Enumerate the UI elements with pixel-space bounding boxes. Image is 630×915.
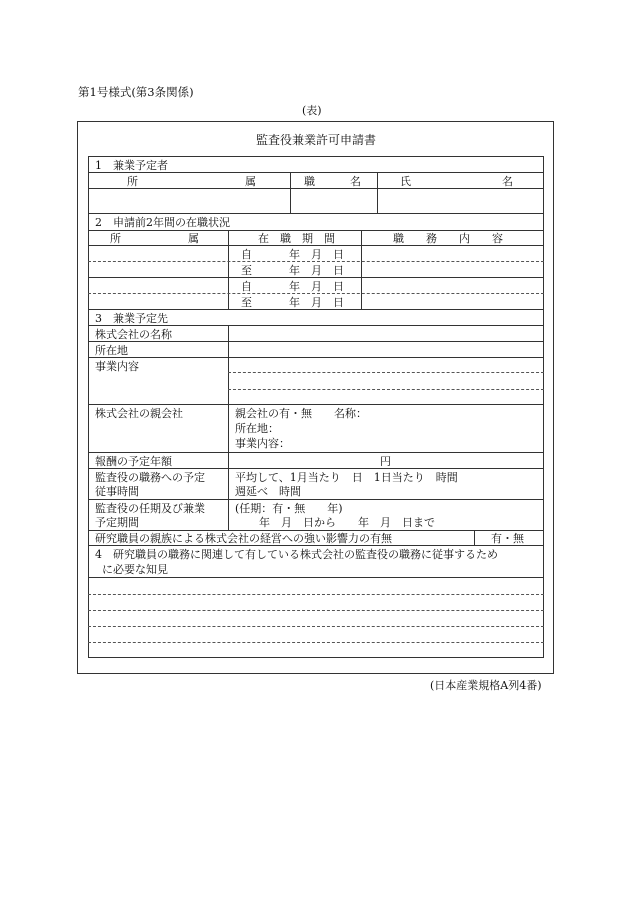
sec1-col-shozoku-2: 属: [245, 175, 256, 188]
sec1-heading: 1 兼業予定者: [95, 159, 168, 172]
document-title: 監査役兼業許可申請書: [256, 133, 377, 147]
salary-unit: 円: [380, 455, 391, 468]
term-label-2: 予定期間: [95, 516, 139, 529]
term-label-1: 監査役の任期及び兼業: [95, 502, 205, 515]
sec1-col-shozoku-1: 所: [127, 175, 138, 188]
sec1-col-shokumei-1: 職: [304, 175, 315, 188]
form-number: 第1号様式(第3条関係): [78, 85, 194, 99]
company-name-label: 株式会社の名称: [95, 328, 172, 341]
sec2-row2-prefix: 至: [241, 264, 252, 277]
sec2-row2-date: 年 月 日: [289, 264, 344, 277]
sec2-col-naiyou: 職 務 内 容: [393, 232, 503, 245]
parent-label: 株式会社の親会社: [95, 407, 183, 420]
business-label: 事業内容: [95, 360, 139, 373]
side-label: (表): [302, 104, 322, 117]
sec2-row3-prefix: 自: [241, 280, 252, 293]
salary-label: 報酬の予定年額: [95, 455, 172, 468]
sec2-row4-prefix: 至: [241, 296, 252, 309]
sec1-col-shimei-2: 名: [502, 175, 513, 188]
influence-value: 有・無: [491, 532, 524, 545]
sec3-heading: 3 兼業予定先: [95, 312, 168, 325]
paper-size-note: (日本産業規格A列4番): [430, 679, 542, 692]
term-line2: 年 月 日から 年 月 日まで: [259, 516, 435, 529]
sec2-row1-date: 年 月 日: [289, 248, 344, 261]
sec2-row1-prefix: 自: [241, 248, 252, 261]
sec2-col-kikan: 在 職 期 間: [258, 232, 335, 245]
term-line1: (任期：有・無 年): [235, 502, 343, 515]
parent-line2: 所在地：: [235, 422, 279, 435]
hours-line1: 平均して、1月当たり 日 1日当たり 時間: [235, 471, 458, 484]
sec4-heading-2: に必要な知見: [102, 563, 168, 576]
sec4-heading-1: 4 研究職員の職務に関連して有している株式会社の監査役の職務に従事するため: [95, 548, 498, 561]
influence-label: 研究職員の親族による株式会社の経営への強い影響力の有無: [95, 532, 392, 545]
sec2-row4-date: 年 月 日: [289, 296, 344, 309]
location-label: 所在地: [95, 344, 128, 357]
sec2-heading: 2 申請前2年間の在職状況: [95, 216, 230, 229]
sec2-col-shozoku-1: 所: [110, 232, 121, 245]
hours-label-1: 監査役の職務への予定: [95, 471, 205, 484]
parent-line3: 事業内容：: [235, 437, 290, 450]
hours-label-2: 従事時間: [95, 485, 139, 498]
sec1-col-shimei-1: 氏: [400, 175, 411, 188]
sec1-col-shokumei-2: 名: [350, 175, 361, 188]
hours-line2: 週延べ 時間: [235, 485, 301, 498]
sec2-col-shozoku-2: 属: [188, 232, 199, 245]
parent-line1: 親会社の有・無 名称：: [235, 407, 367, 420]
sec2-row3-date: 年 月 日: [289, 280, 344, 293]
